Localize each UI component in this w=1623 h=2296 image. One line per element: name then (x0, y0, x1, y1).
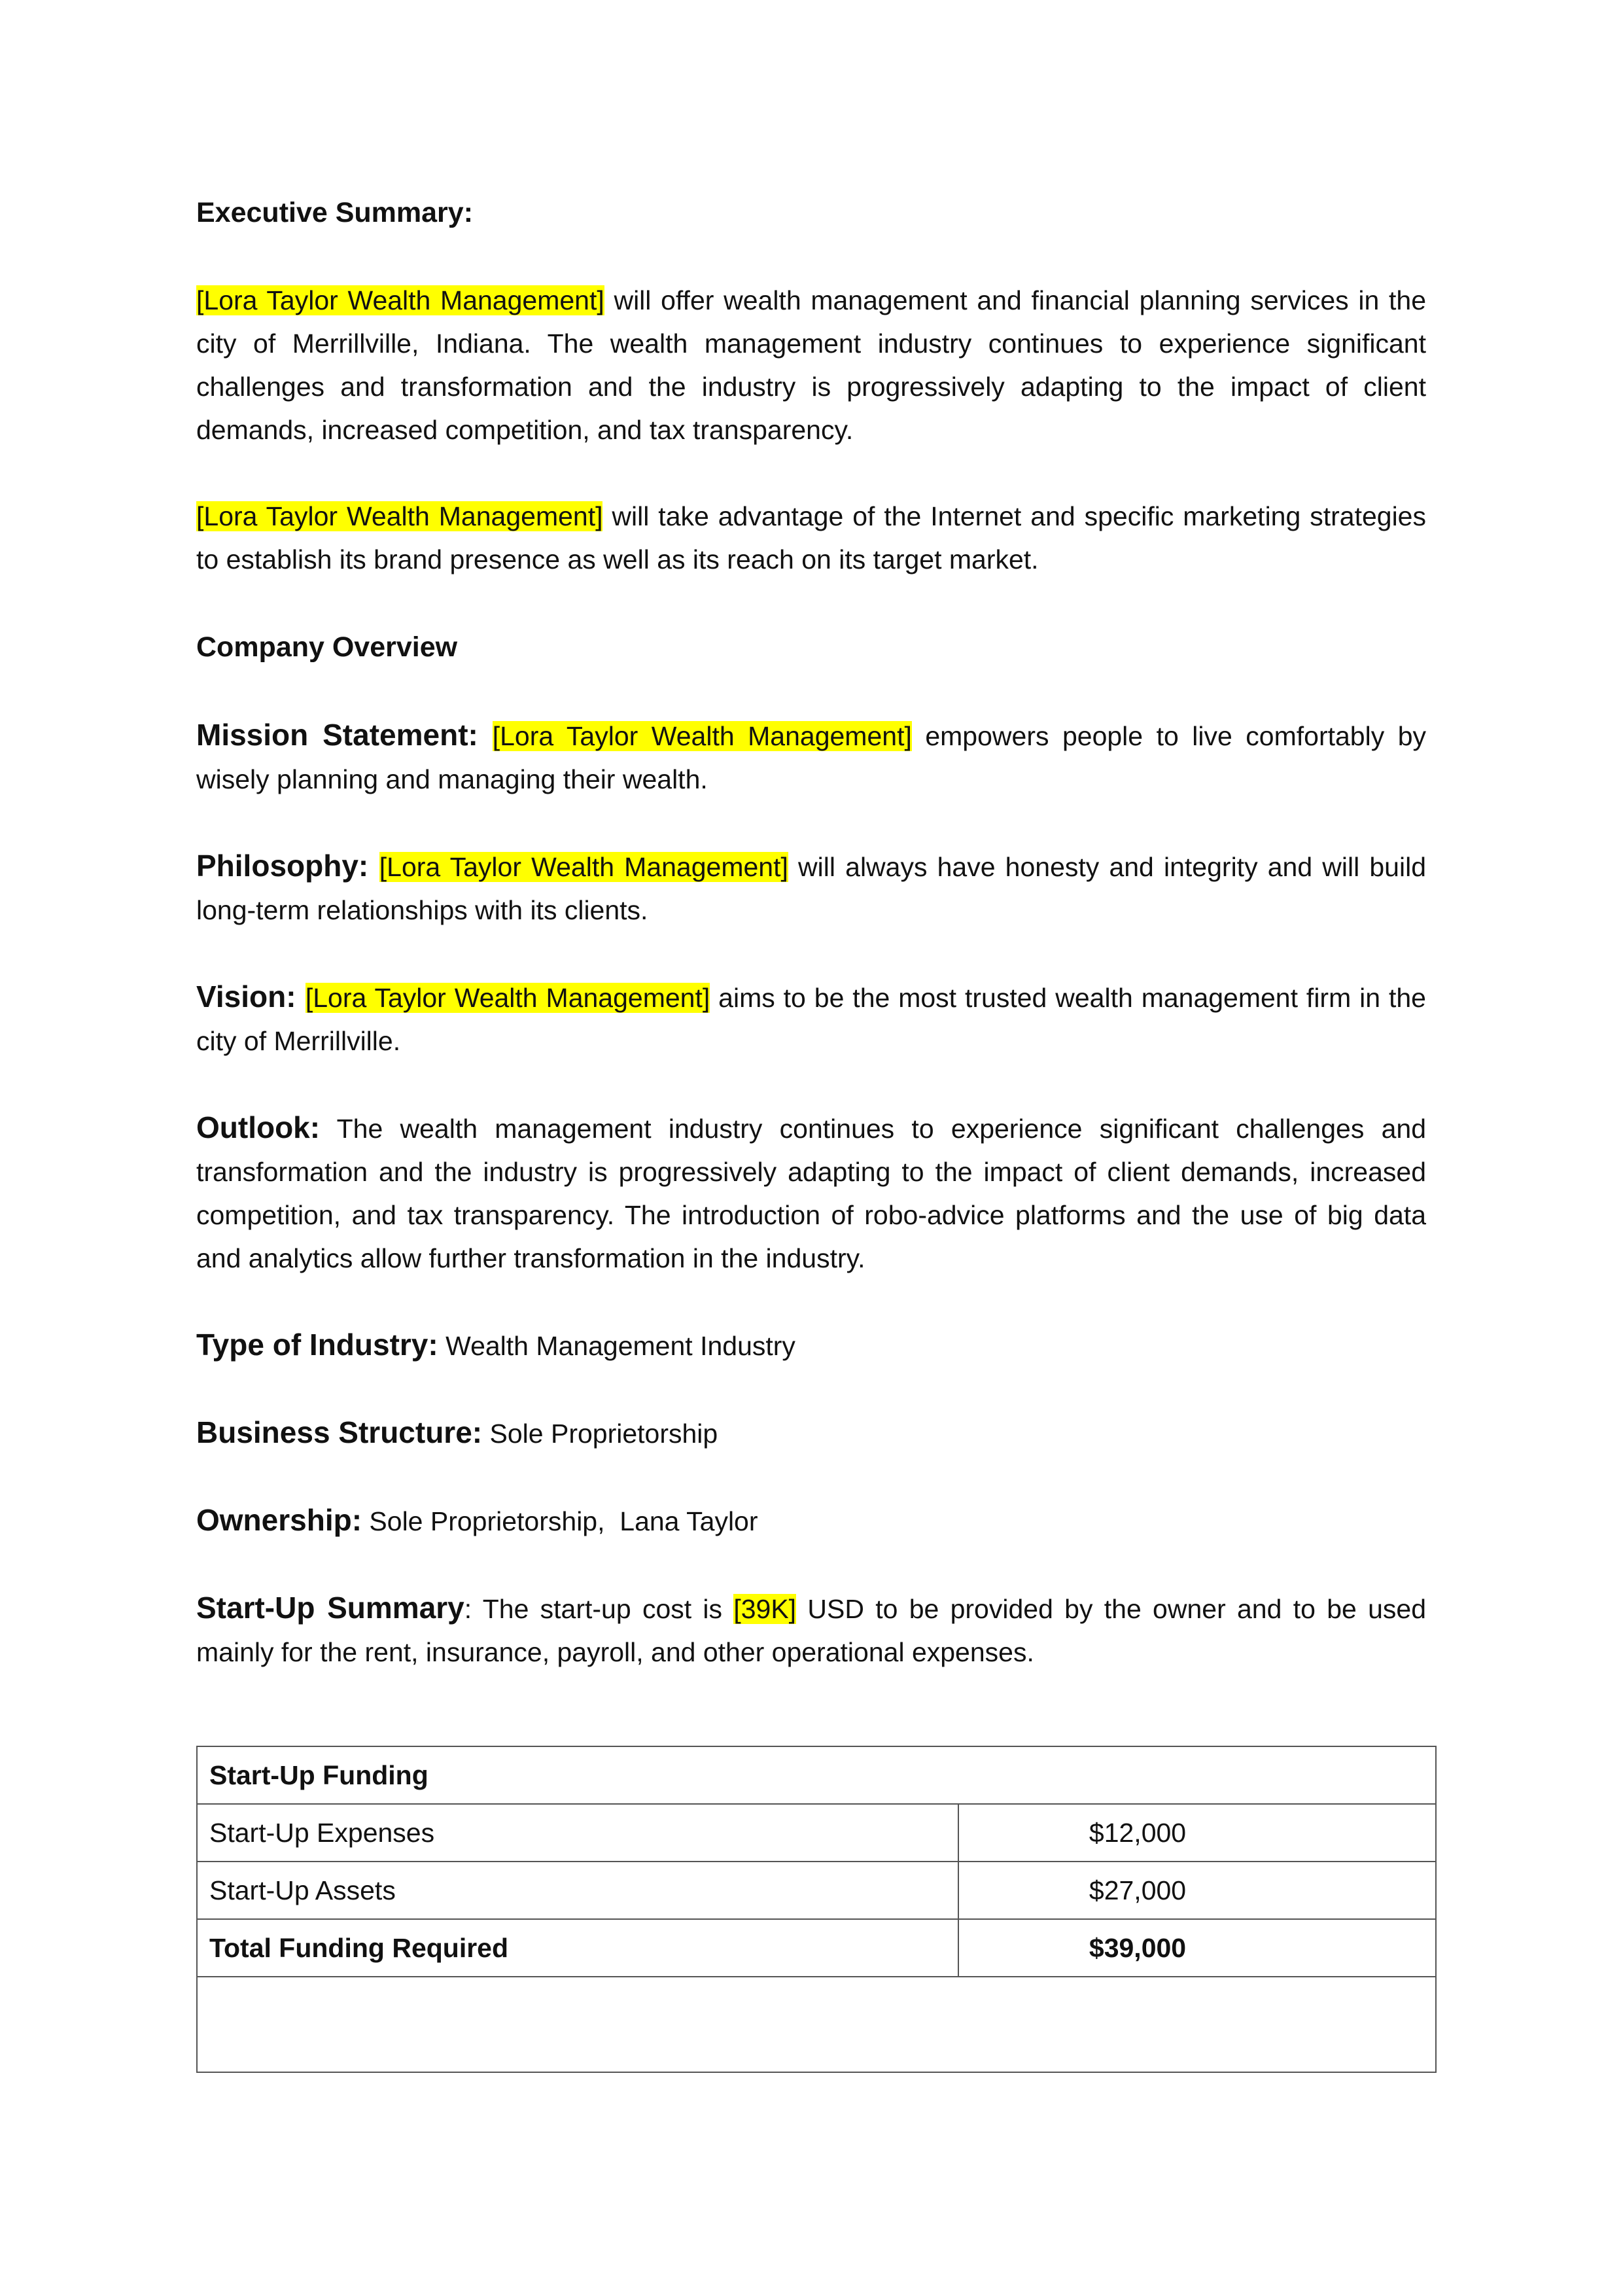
paragraph-text: aims to be the most trusted wealth management firm in the city of Merrillville. (196, 983, 1426, 1056)
paragraph-text: The wealth management industry continues to experience significant challenges and transformation and the industry is progressively adapting to the impact of client demands, increased competition, and tax transparency. The introduction of robo-advice platforms and the use of big data and analytics allow further transformation in the industry. (196, 1114, 1426, 1273)
table-row-empty (197, 1977, 1436, 2072)
industry-label: Type of Industry: (196, 1328, 438, 1362)
paragraph-text: Wealth Management Industry (438, 1331, 795, 1361)
executive-summary-paragraph-2 (196, 495, 1426, 581)
empty-cell (197, 1977, 1436, 2072)
philosophy-label: Philosophy: (196, 849, 379, 883)
row-value-cell: $27,000 (958, 1862, 1436, 1919)
paragraph-text: Sole Proprietorship (482, 1419, 718, 1449)
philosophy (196, 844, 1426, 932)
executive-summary-heading: Executive Summary: (196, 197, 474, 228)
company-name-highlight: [Lora Taylor Wealth Management] (196, 501, 603, 531)
outlook-label: Outlook: (196, 1110, 321, 1144)
paragraph-text: will take advantage of the Internet and specific marketing strategies to establish its brand presence as well as its reach on its target market. (196, 501, 1426, 574)
table-row (197, 1746, 1436, 1804)
paragraph-text: will offer wealth management and financial planning services in the city of Merrillville, Indiana. The wealth management industry continues to experience significant challenges and transformation and the industry is progressively adapting to the impact of client demands, increased competition, and tax transparency. (196, 285, 1426, 445)
table-row (197, 1919, 1436, 1977)
startup-label: Start-Up Summary (196, 1591, 464, 1625)
vision-label: Vision: (196, 980, 305, 1014)
start-up-funding-table (196, 1746, 1437, 2073)
vision (196, 975, 1426, 1063)
outlook (196, 1106, 1426, 1280)
total-value-cell: $39,000 (958, 1919, 1436, 1977)
paragraph-text: will always have honesty and integrity and will build long-term relationships with its clients. (196, 852, 1426, 925)
company-name-highlight: [Lora Taylor Wealth Management] (379, 852, 788, 882)
mission-statement (196, 713, 1426, 801)
start-up-summary (196, 1586, 1426, 1674)
company-name-highlight: [Lora Taylor Wealth Management] (492, 721, 912, 751)
company-overview-heading: Company Overview (196, 631, 458, 663)
business-structure (196, 1411, 1426, 1455)
table-row (197, 1804, 1436, 1862)
paragraph-text: empowers people to live comfortably by wisely planning and managing their wealth. (196, 721, 1426, 794)
row-label-cell: Start-Up Assets (197, 1862, 958, 1919)
total-label-cell: Total Funding Required (197, 1919, 958, 1977)
paragraph-text: : The start-up cost is (464, 1594, 734, 1624)
row-label-cell: Start-Up Expenses (197, 1804, 958, 1862)
table-title-cell: Start-Up Funding (197, 1746, 1436, 1804)
executive-summary-paragraph-1 (196, 279, 1426, 451)
paragraph-text: Sole Proprietorship, Lana Taylor (362, 1506, 758, 1536)
table-row (197, 1862, 1436, 1919)
document-body (196, 190, 1426, 1674)
startup-cost-highlight: [39K] (733, 1594, 797, 1624)
mission-label: Mission Statement: (196, 718, 493, 752)
ownership-label: Ownership: (196, 1503, 362, 1537)
company-name-highlight: [Lora Taylor Wealth Management] (305, 983, 710, 1013)
row-value-cell: $12,000 (958, 1804, 1436, 1862)
structure-label: Business Structure: (196, 1415, 483, 1449)
type-of-industry (196, 1323, 1426, 1368)
ownership (196, 1498, 1426, 1543)
company-name-highlight: [Lora Taylor Wealth Management] (196, 285, 604, 315)
paragraph-text: USD to be provided by the owner and to be used mainly for the rent, insurance, payroll, and other operational expenses. (196, 1594, 1426, 1667)
